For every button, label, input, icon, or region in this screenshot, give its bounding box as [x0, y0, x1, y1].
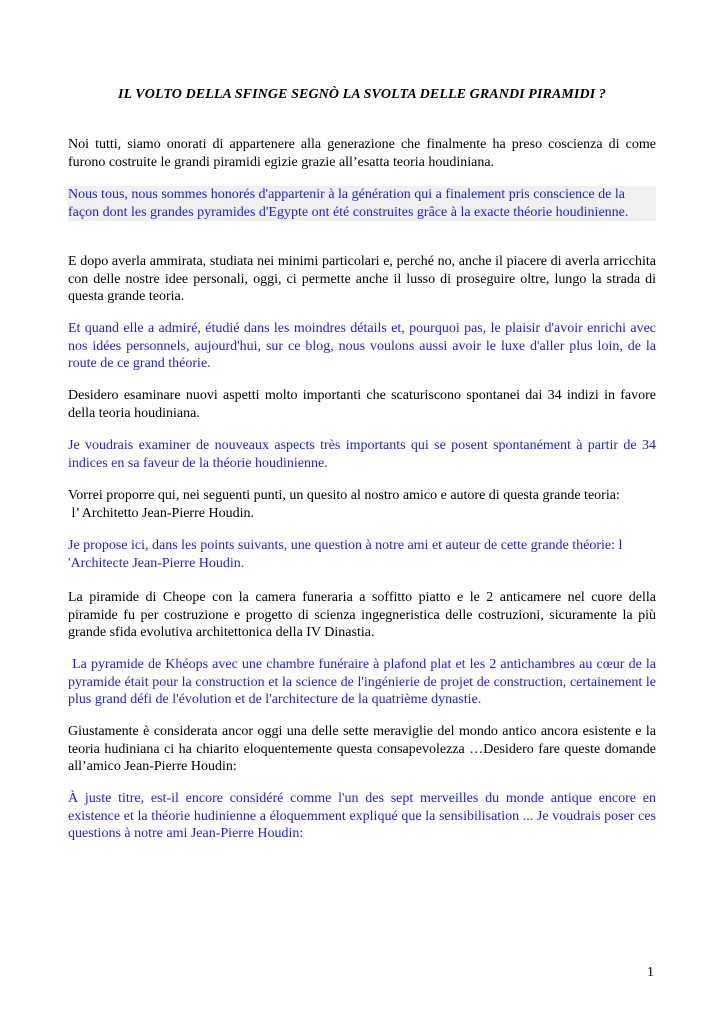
paragraph-it-5: La piramide di Cheope con la camera funeraria a soffitto piatto e le 2 anticamere nel cuore della piramide fu per costruzione e progetto di scienza ingegneristica delle costruzioni, sicuramente la più grande sfida evolutiva architettonica della IV Dinastia. [68, 590, 656, 640]
paragraph-fr-1: Nous tous, nous sommes honorés d'appartenir à la génération qui a finalement pris conscience de la façon dont les grandes pyramides d'Egypte ont été construites grâce à la exacte théorie houdinienne. [68, 186, 656, 221]
paragraph-it-4-line-1: Vorrei proporre qui, nei seguenti punti, un quesito al nostro amico e autore di questa grande teoria: [68, 488, 620, 503]
paragraph-it-4-line-2: l’ Architetto Jean-Pierre Houdin. [68, 505, 254, 521]
paragraph-fr-2: Et quand elle a admiré, étudié dans les moindres détails et, pourquoi pas, le plaisir d'avoir enrichi avec nos idées personnels, aujourd'hui, sur ce blog, nous voulons aussi avoir le luxe d'aller plus loin, de la route de ce grand théorie. [68, 321, 656, 371]
paragraph-fr-6: À juste titre, est-il encore considéré comme l'un des sept merveilles du monde antique encore en existence et la théorie hudinienne a éloquemment expliqué que la sensibilisation ... Je voudrais poser ces questions à notre ami Jean-Pierre Houdin: [68, 791, 656, 841]
paragraph-fr-4: Je propose ici, dans les points suivants, une question à notre ami et auteur de cette grande théorie: l 'Architecte Jean-Pierre Houdin. [68, 538, 623, 571]
paragraph-fr-3: Je voudrais examiner de nouveaux aspects très importants qui se posent spontanément à partir de 34 indices en sa faveur de la théorie houdinienne. [68, 438, 656, 471]
document-title: IL VOLTO DELLA SFINGE SEGNÒ LA SVOLTA DELLE GRANDI PIRAMIDI ? [118, 87, 606, 102]
page-number: 1 [647, 965, 654, 980]
paragraph-it-3: Desidero esaminare nuovi aspetti molto importanti che scaturiscono spontanei dai 34 indizi in favore della teoria houdiniana. [68, 388, 656, 421]
paragraph-fr-5: La pyramide de Khéops avec une chambre funéraire à plafond plat et les 2 antichambres au cœur de la pyramide était pour la construction et la science de l'ingénierie de projet de construction, certainement le plus grand défi de l'évolution et de l'architecture de la quatrième dynastie. [68, 657, 660, 707]
paragraph-it-6: Giustamente è considerata ancor oggi una delle sette meraviglie del mondo antico ancora esistente e la teoria hudiniana ci ha chiarito eloquentemente questa consapevolezza …Desidero fare queste domande all’amico Jean-Pierre Houdin: [68, 724, 656, 774]
paragraph-it-1: Noi tutti, siamo onorati di appartenere alla generazione che finalmente ha preso coscienza di come furono costruite le grandi piramidi egizie grazie all’esatta teoria houdiniana. [68, 137, 656, 170]
paragraph-it-4 [68, 487, 656, 522]
paragraph-it-2: E dopo averla ammirata, studiata nei minimi particolari e, perché no, anche il piacere di averla arricchita con delle nostre idee personali, oggi, ci permette anche il lusso di proseguire oltre, lungo la strada di questa grande teoria. [68, 254, 656, 304]
